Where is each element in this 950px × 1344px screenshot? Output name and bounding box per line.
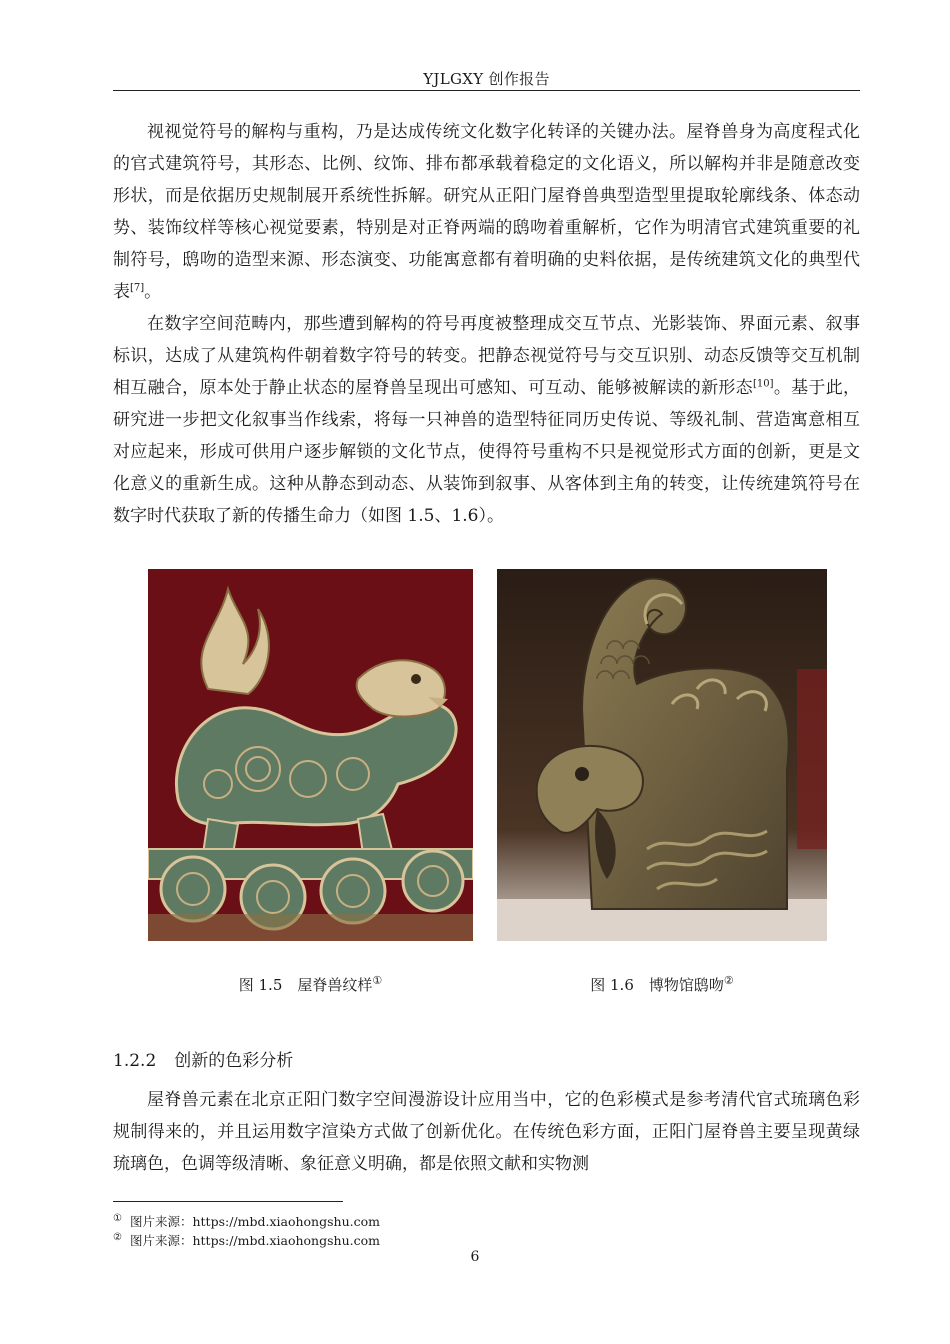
paragraph-1-text: 视视觉符号的解构与重构，乃是达成传统文化数字化转译的关键办法。屋脊兽身为高度程式化的官式建筑符号，其形态、比例、纹饰、排布都承载着稳定的文化语义，所以解构并非是随意改变形状，而是依据历史规制展开系统性拆解。研究从正阳门屋脊兽典型造型里提取轮廓线条、体态动势、装饰纹样等核心视觉要素，特别是对正脊两端的鸱吻着重解析，它作为明清官式建筑重要的礼制符号，鸱吻的造型来源、形态演变、功能寓意都有着明确的史料依据，是传统建筑文化的典型代表 bbox=[113, 122, 860, 302]
footnote-text: 图片来源：https://mbd.xiaohongshu.com bbox=[129, 1233, 380, 1248]
paragraph-1-tail: 。 bbox=[144, 282, 162, 302]
figure-1-5-caption bbox=[148, 974, 473, 995]
footnote-mark: ① bbox=[113, 1212, 122, 1224]
figure-ridge-beast-pattern bbox=[148, 569, 473, 941]
paragraph-3: 屋脊兽元素在北京正阳门数字空间漫游设计应用当中，它的色彩模式是参考清代官式琉璃色彩规制得来的，并且运用数字渲染方式做了创新优化。在传统色彩方面，正阳门屋脊兽主要呈现黄绿琉璃色，色调等级清晰、象征意义明确，都是依照文献和实物测 bbox=[113, 1090, 860, 1174]
page-header: YJLGXY 创作报告 bbox=[423, 70, 550, 88]
section-number: 1.2.2 bbox=[113, 1051, 157, 1071]
footnote-2 bbox=[113, 1231, 380, 1249]
museum-chiwen-photo bbox=[497, 569, 827, 941]
ridge-beast-illustration bbox=[148, 569, 473, 941]
footnote-rule bbox=[113, 1201, 343, 1202]
citation-10: [10] bbox=[752, 378, 774, 390]
caption-text: 图 1.5 屋脊兽纹样 bbox=[238, 976, 373, 994]
page-number: 6 bbox=[470, 1249, 480, 1265]
section-heading bbox=[113, 1046, 293, 1071]
caption-text: 图 1.6 博物馆鸱吻 bbox=[590, 976, 724, 994]
figure-museum-chiwen bbox=[497, 569, 827, 941]
paragraph-1 bbox=[113, 116, 860, 308]
footnote-ref: ② bbox=[723, 974, 734, 987]
footnote-text: 图片来源：https://mbd.xiaohongshu.com bbox=[129, 1214, 380, 1229]
paragraph-2 bbox=[113, 308, 860, 532]
footnote-ref: ① bbox=[372, 974, 383, 987]
figure-1-6-caption bbox=[497, 974, 827, 995]
section-title: 创新的色彩分析 bbox=[174, 1051, 294, 1071]
body-text-top bbox=[113, 116, 860, 532]
footnote-1 bbox=[113, 1212, 380, 1230]
header-rule bbox=[113, 90, 860, 91]
paragraph-2-tail: 。基于此，研究进一步把文化叙事当作线索，将每一只神兽的造型特征同历史传说、等级礼制、营造寓意相互对应起来，形成可供用户逐步解锁的文化节点，使得符号重构不只是视觉形式方面的创新，更是文化意义的重新生成。这种从静态到动态、从装饰到叙事、从客体到主角的转变，让传统建筑符号在数字时代获取了新的传播生命力（如图 1.5、1.6）。 bbox=[113, 378, 860, 526]
citation-7: [7] bbox=[130, 282, 145, 294]
paragraph-2-text: 在数字空间范畴内，那些遭到解构的符号再度被整理成交互节点、光影装饰、界面元素、叙事标识，达成了从建筑构件朝着数字符号的转变。把静态视觉符号与交互识别、动态反馈等交互机制相互融合，原本处于静止状态的屋脊兽呈现出可感知、可互动、能够被解读的新形态 bbox=[113, 314, 860, 398]
body-text-bottom bbox=[113, 1084, 860, 1180]
footnote-mark: ② bbox=[113, 1231, 122, 1243]
